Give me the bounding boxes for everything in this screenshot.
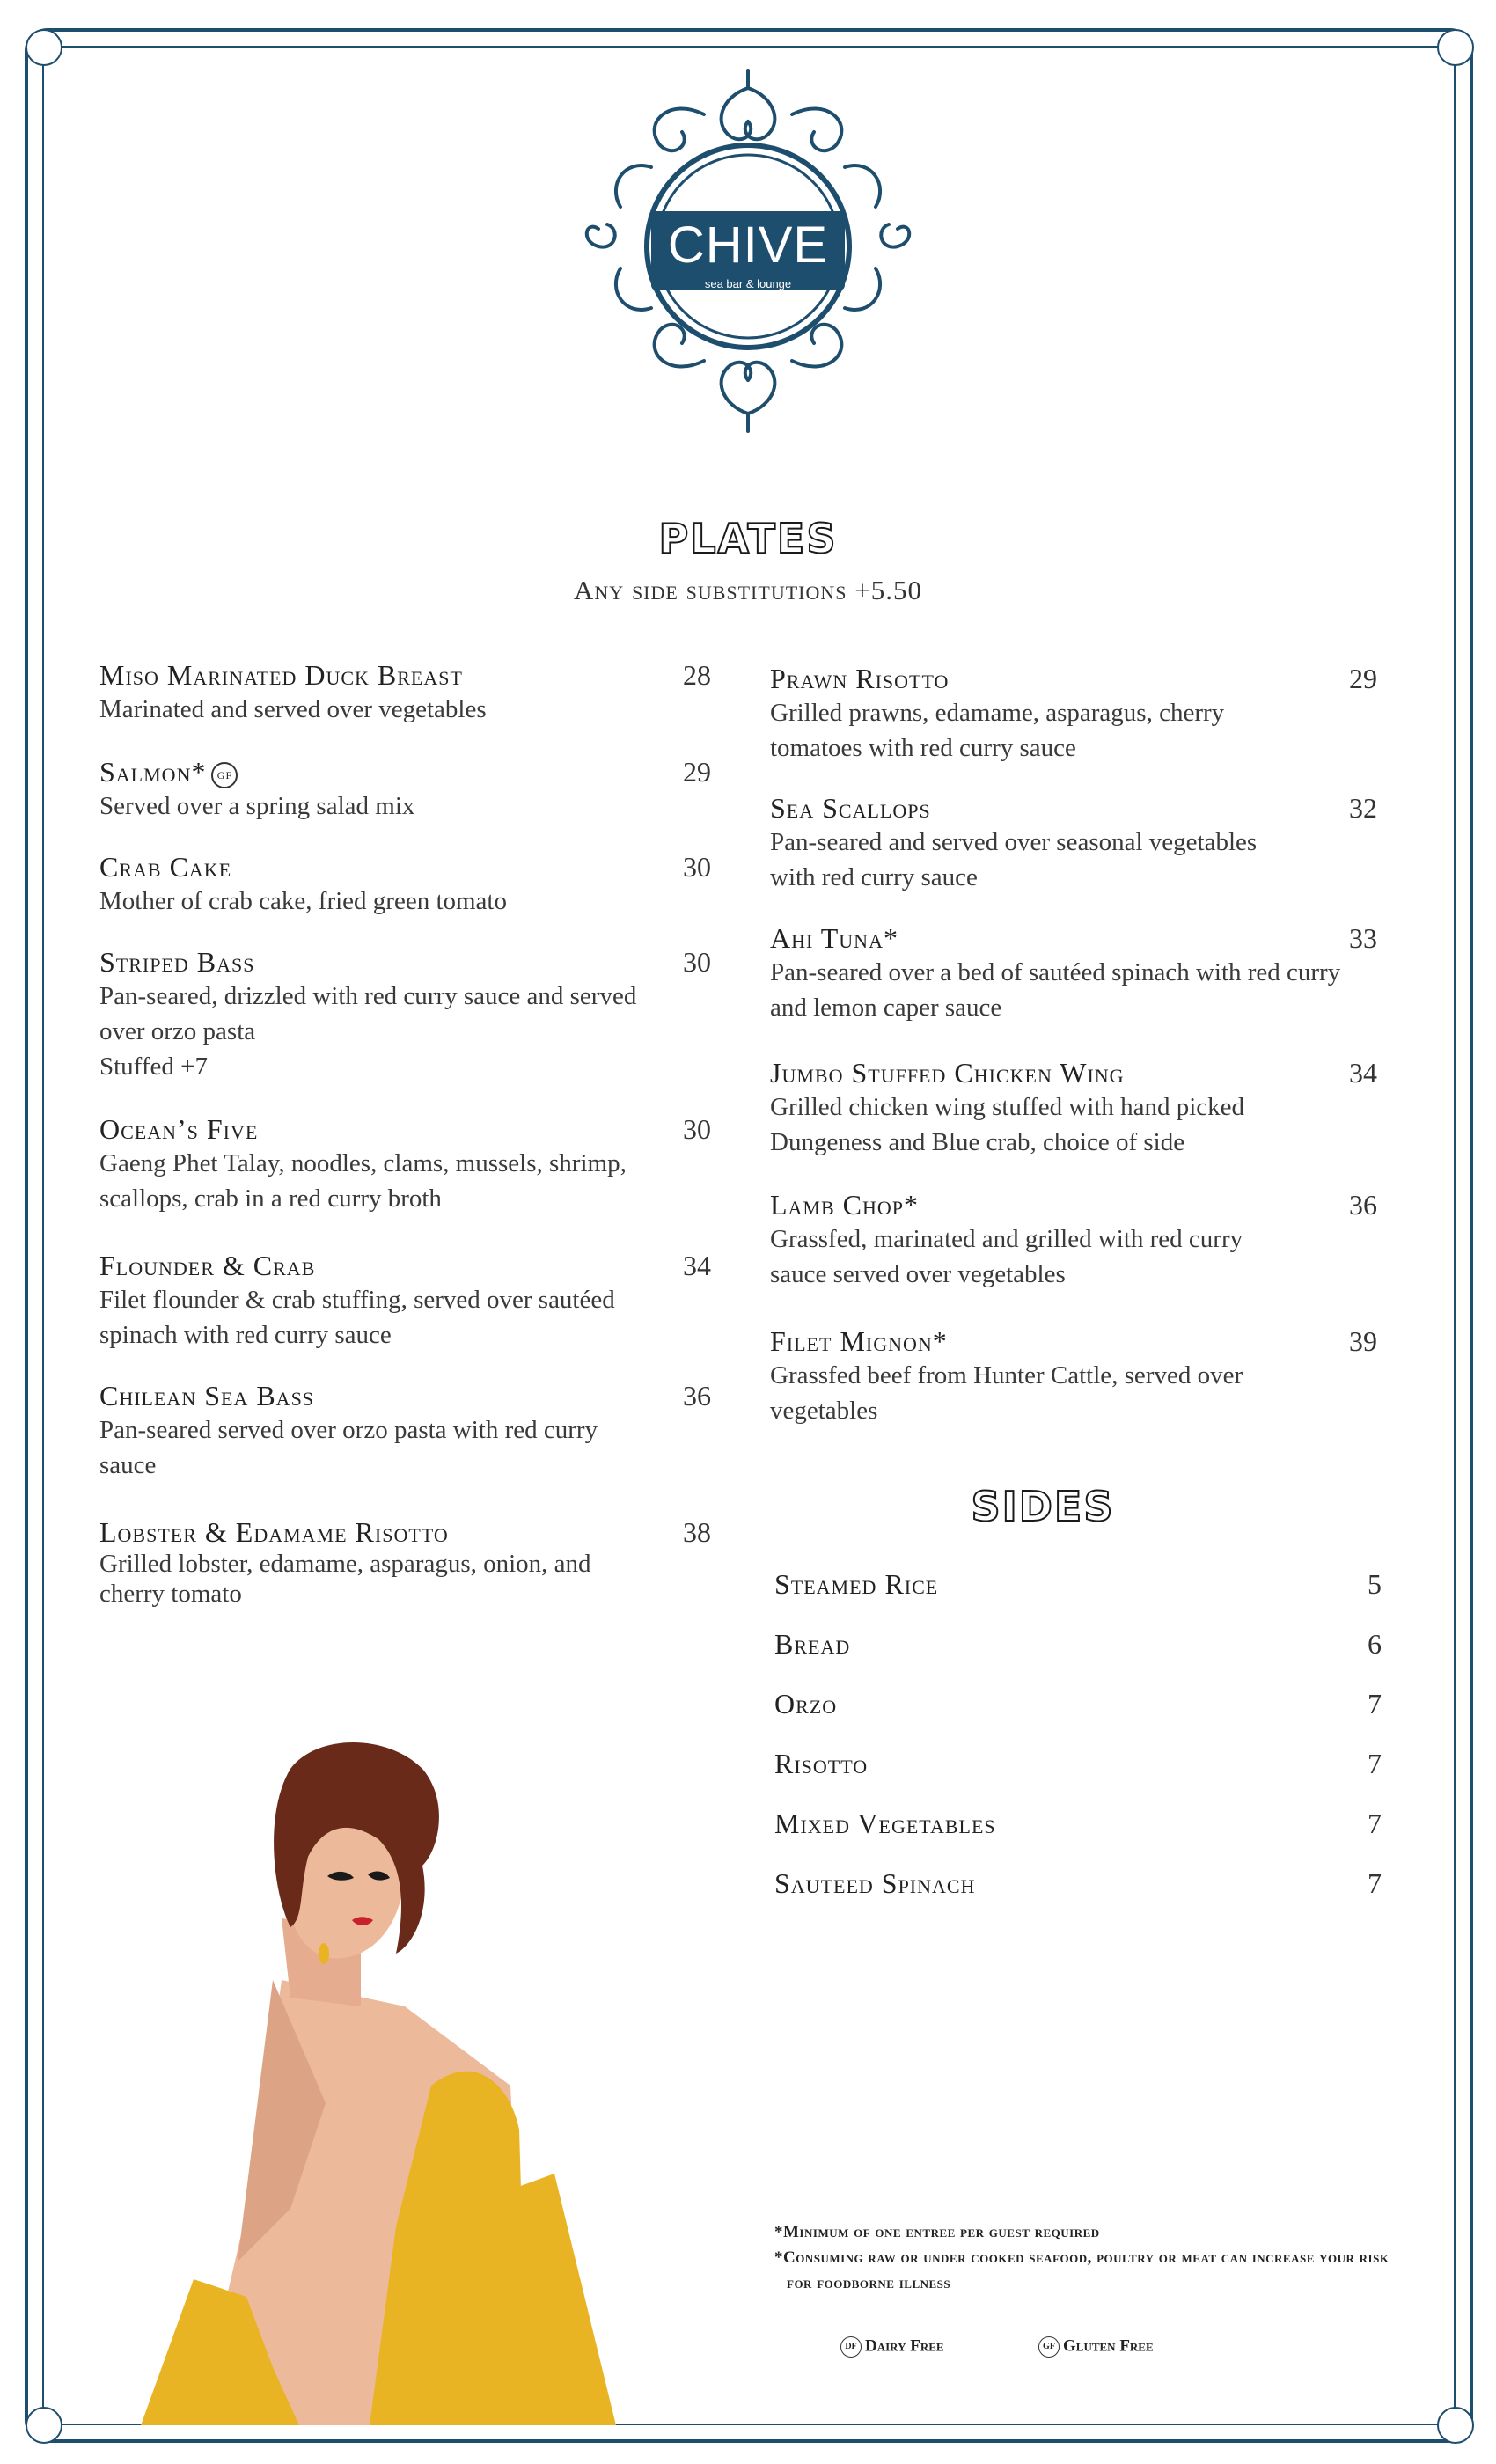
item-name: Prawn Risotto — [770, 663, 950, 694]
menu-item — [770, 1324, 1377, 1428]
side-name: Mixed Vegetables — [774, 1808, 996, 1839]
item-description: Grilled lobster, edamame, asparagus, onion, and cherry tomato — [99, 1550, 591, 1608]
menu-item — [770, 1056, 1377, 1188]
menu-item — [99, 658, 711, 755]
corner-ornament — [1437, 2407, 1474, 2444]
sides-list — [774, 1566, 1382, 1925]
item-name: Flounder & Crab — [99, 1250, 316, 1281]
item-description: Served over a spring salad mix — [99, 792, 415, 820]
item-price: 33 — [1349, 922, 1377, 954]
side-item — [774, 1806, 1382, 1866]
item-name: Miso Marinated Duck Breast — [99, 659, 463, 691]
logo-wordmark: CHIVE — [667, 216, 829, 274]
item-price: 29 — [683, 756, 711, 788]
side-price: 5 — [1368, 1568, 1382, 1600]
footnote: *Consuming raw or under cooked seafood, poultry or meat can increase your risk for foodborne illness — [774, 2248, 1390, 2292]
menu-item — [99, 1379, 711, 1515]
item-name: Ocean’s Five — [99, 1113, 259, 1145]
plates-heading: PLATES — [658, 515, 838, 562]
menu-item — [99, 850, 711, 945]
item-description: Grilled prawns, edamame, asparagus, cherry tomatoes with red curry sauce — [770, 699, 1225, 762]
plates-right-column — [770, 662, 1377, 1428]
item-description: Grassfed, marinated and grilled with red curry sauce served over vegetables — [770, 1225, 1243, 1288]
footnote: *Minimum of one entree per guest required — [774, 2223, 1100, 2241]
side-item — [774, 1686, 1382, 1746]
item-description: Pan-seared served over orzo pasta with red curry sauce — [99, 1416, 598, 1479]
menu-item — [770, 921, 1377, 1056]
menu-item — [99, 1249, 711, 1379]
item-name: Striped Bass — [99, 946, 255, 978]
item-price: 34 — [683, 1250, 711, 1281]
item-description: Pan-seared and served over seasonal vegetables with red curry sauce — [770, 828, 1258, 891]
lady-illustration — [141, 1716, 634, 2425]
item-price: 38 — [683, 1516, 711, 1548]
item-name: Lobster & Edamame Risotto — [99, 1516, 449, 1548]
menu-item — [99, 1515, 711, 1609]
item-description: Grilled chicken wing stuffed with hand picked Dungeness and Blue crab, choice of side — [770, 1093, 1245, 1156]
side-item — [774, 1746, 1382, 1806]
item-price: 29 — [1349, 663, 1377, 694]
plates-left-column — [99, 658, 711, 1609]
side-name: Sauteed Spinach — [774, 1867, 976, 1899]
item-price: 30 — [683, 946, 711, 978]
item-price: 34 — [1349, 1057, 1377, 1089]
item-description: Marinated and served over vegetables — [99, 695, 487, 723]
item-name: Sea Scallops — [770, 792, 931, 824]
item-description: Grassfed beef from Hunter Cattle, served over vegetables — [770, 1361, 1243, 1425]
item-price: 32 — [1349, 792, 1377, 824]
item-name: Salmon* — [99, 756, 207, 788]
corner-ornament — [26, 29, 62, 66]
item-name-row — [99, 755, 711, 788]
dairy-free-icon: DF — [840, 2336, 862, 2358]
item-name: Filet Mignon* — [770, 1325, 948, 1357]
sides-heading: SIDES — [971, 1483, 1115, 1530]
gluten-free-icon: GF — [211, 762, 238, 788]
item-description: Gaeng Phet Talay, noodles, clams, mussels, shrimp, scallops, crab in a red curry broth — [99, 1149, 627, 1213]
side-price: 7 — [1368, 1748, 1382, 1779]
item-name: Jumbo Stuffed Chicken Wing — [770, 1057, 1125, 1089]
item-price: 30 — [683, 851, 711, 883]
legend-gluten-free — [1038, 2336, 1154, 2358]
legend-label: Dairy Free — [865, 2336, 944, 2356]
menu-item — [770, 1188, 1377, 1324]
side-item — [774, 1866, 1382, 1925]
menu-item — [770, 791, 1377, 921]
legend-dairy-free — [840, 2336, 944, 2358]
menu-footnotes — [774, 2219, 1408, 2296]
item-price: 39 — [1349, 1325, 1377, 1357]
item-name: Ahi Tuna* — [770, 922, 898, 954]
menu-item — [99, 755, 711, 850]
menu-item — [99, 1112, 711, 1249]
menu-item — [770, 662, 1377, 791]
corner-ornament — [26, 2407, 62, 2444]
item-description: Pan-seared, drizzled with red curry sauce and served over orzo pasta — [99, 982, 637, 1045]
logo-tagline: sea bar & lounge — [704, 277, 792, 290]
item-addon: Stuffed +7 — [99, 1052, 208, 1081]
item-description: Mother of crab cake, fried green tomato — [99, 887, 507, 915]
plates-subtitle: Any side substitutions +5.50 — [574, 575, 922, 605]
item-description: Pan-seared over a bed of sautéed spinach with red curry and lemon caper sauce — [770, 958, 1341, 1022]
item-description: Filet flounder & crab stuffing, served over sautéed spinach with red curry sauce — [99, 1286, 615, 1349]
side-name: Orzo — [774, 1688, 838, 1720]
side-name: Risotto — [774, 1748, 869, 1779]
legend-label: Gluten Free — [1063, 2336, 1154, 2356]
menu-item — [99, 945, 711, 1112]
item-price: 36 — [1349, 1189, 1377, 1221]
item-name: Chilean Sea Bass — [99, 1380, 315, 1412]
item-price: 30 — [683, 1113, 711, 1145]
side-name: Steamed Rice — [774, 1568, 939, 1600]
item-name: Crab Cake — [99, 851, 232, 883]
item-name: Lamb Chop* — [770, 1189, 920, 1221]
side-name: Bread — [774, 1628, 851, 1660]
corner-ornament — [1437, 29, 1474, 66]
restaurant-logo — [572, 62, 924, 440]
side-price: 7 — [1368, 1867, 1382, 1899]
item-price: 28 — [683, 659, 711, 691]
side-price: 7 — [1368, 1688, 1382, 1720]
side-item — [774, 1626, 1382, 1686]
gluten-free-icon: GF — [1038, 2336, 1060, 2358]
side-price: 7 — [1368, 1808, 1382, 1839]
side-price: 6 — [1368, 1628, 1382, 1660]
item-price: 36 — [683, 1380, 711, 1412]
side-item — [774, 1566, 1382, 1626]
